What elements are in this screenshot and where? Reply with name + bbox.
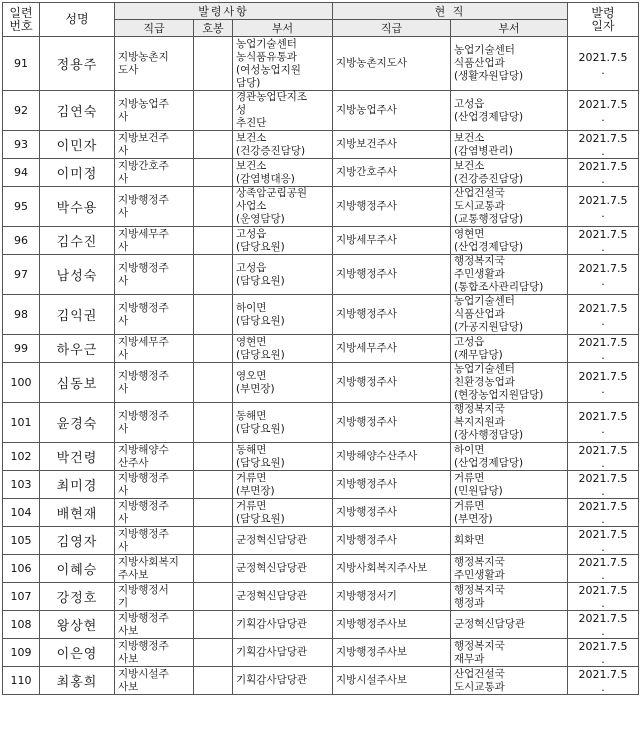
current-dept-cell: 보건소 (감염병관리) [451, 131, 568, 159]
order-date-cell [568, 295, 639, 335]
table-header [3, 3, 639, 37]
order-grade-cell [194, 335, 233, 363]
order-dept-cell: 경관농업단지조 성 추진단 [233, 91, 333, 131]
header-order-rank: 직급 [115, 20, 194, 37]
current-rank-cell: 지방간호주사 [333, 159, 451, 187]
current-rank-cell: 지방행정주사 [333, 255, 451, 295]
name-cell: 박건령 [40, 443, 115, 471]
order-date-cell [568, 583, 639, 611]
order-dept-cell: 농업기술센터 농식품유통과 (여성농업지원 담당) [233, 37, 333, 91]
order-dept-cell: 거류면 (담당요원) [233, 499, 333, 527]
order-rank-cell: 지방해양수 산주사 [115, 443, 194, 471]
name-cell: 강정호 [40, 583, 115, 611]
order-rank-cell: 지방행정주 사 [115, 363, 194, 403]
order-dept-cell: 기획감사담당관 [233, 611, 333, 639]
name-cell: 이미정 [40, 159, 115, 187]
name-cell: 왕상현 [40, 611, 115, 639]
current-dept-cell: 농업기술센터 식품산업과 (생활자원담당) [451, 37, 568, 91]
order-rank-cell: 지방농촌지 도사 [115, 37, 194, 91]
order-date-dot: . [601, 541, 605, 554]
order-rank-cell: 지방행정주 사 [115, 403, 194, 443]
order-dept-cell: 동해면 (담당요원) [233, 403, 333, 443]
table-row [3, 527, 639, 555]
table-row [3, 131, 639, 159]
header-current-dept: 부서 [451, 20, 568, 37]
order-date-cell [568, 131, 639, 159]
serial-number-cell: 93 [3, 131, 40, 159]
personnel-order-document [0, 2, 640, 740]
order-grade-cell [194, 255, 233, 295]
order-rank-cell: 지방세무주 사 [115, 335, 194, 363]
current-rank-cell: 지방행정주사 [333, 471, 451, 499]
order-date-cell [568, 187, 639, 227]
table-row [3, 295, 639, 335]
order-date-dot: . [601, 569, 605, 582]
serial-number-cell: 110 [3, 667, 40, 695]
current-rank-cell: 지방행정주사 [333, 499, 451, 527]
order-date-dot: . [601, 681, 605, 694]
current-dept-cell: 산업건설국 도시교통과 [451, 667, 568, 695]
order-grade-cell [194, 555, 233, 583]
serial-number-cell: 95 [3, 187, 40, 227]
order-date-dot: . [601, 383, 605, 396]
order-date-text: 2021.7.5 [578, 194, 628, 207]
order-dept-cell: 군정혁신담당관 [233, 527, 333, 555]
order-date-dot: . [601, 349, 605, 362]
current-rank-cell: 지방시설주사보 [333, 667, 451, 695]
order-date-dot: . [601, 653, 605, 666]
order-date-dot: . [601, 173, 605, 186]
order-dept-cell: 하이면 (담당요원) [233, 295, 333, 335]
order-date-cell [568, 667, 639, 695]
table-row [3, 583, 639, 611]
table-row [3, 335, 639, 363]
order-date-text: 2021.7.5 [578, 370, 628, 383]
order-date-dot: . [601, 207, 605, 220]
serial-number-cell: 96 [3, 227, 40, 255]
table-row [3, 667, 639, 695]
name-cell: 정용주 [40, 37, 115, 91]
order-dept-cell: 군정혁신담당관 [233, 583, 333, 611]
header-order-dept: 부서 [233, 20, 333, 37]
current-dept-cell: 행정복지국 주민생활과 (통합조사관리담당) [451, 255, 568, 295]
name-cell: 이혜승 [40, 555, 115, 583]
order-date-cell [568, 363, 639, 403]
order-date-cell [568, 255, 639, 295]
serial-number-cell: 109 [3, 639, 40, 667]
order-rank-cell: 지방행정주 사 [115, 187, 194, 227]
table-row [3, 639, 639, 667]
table-row [3, 227, 639, 255]
name-cell: 심동보 [40, 363, 115, 403]
order-rank-cell: 지방보건주 사 [115, 131, 194, 159]
order-date-cell [568, 471, 639, 499]
current-dept-cell: 거류면 (부면장) [451, 499, 568, 527]
current-rank-cell: 지방농업주사 [333, 91, 451, 131]
order-date-dot: . [601, 111, 605, 124]
current-dept-cell: 거류면 (민원담당) [451, 471, 568, 499]
table-row [3, 443, 639, 471]
order-date-text: 2021.7.5 [578, 160, 628, 173]
header-name: 성명 [40, 3, 115, 37]
order-grade-cell [194, 91, 233, 131]
serial-number-cell: 97 [3, 255, 40, 295]
table-row [3, 471, 639, 499]
order-date-cell [568, 527, 639, 555]
name-cell: 남성숙 [40, 255, 115, 295]
order-grade-cell [194, 527, 233, 555]
name-cell: 이민자 [40, 131, 115, 159]
order-date-text: 2021.7.5 [578, 500, 628, 513]
order-date-dot: . [601, 275, 605, 288]
serial-number-cell: 107 [3, 583, 40, 611]
serial-number-cell: 92 [3, 91, 40, 131]
order-rank-cell: 지방행정주 사 [115, 471, 194, 499]
order-dept-cell: 기획감사담당관 [233, 667, 333, 695]
current-dept-cell: 행정복지국 행정과 [451, 583, 568, 611]
table-row [3, 91, 639, 131]
current-dept-cell: 행정복지국 재무과 [451, 639, 568, 667]
current-rank-cell: 지방행정서기 [333, 583, 451, 611]
order-rank-cell: 지방시설주 사보 [115, 667, 194, 695]
order-dept-cell: 기획감사담당관 [233, 639, 333, 667]
current-rank-cell: 지방세무주사 [333, 335, 451, 363]
order-rank-cell: 지방세무주 사 [115, 227, 194, 255]
serial-number-cell: 105 [3, 527, 40, 555]
current-rank-cell: 지방행정주사 [333, 403, 451, 443]
serial-number-cell: 104 [3, 499, 40, 527]
order-rank-cell: 지방행정서 기 [115, 583, 194, 611]
order-date-cell [568, 91, 639, 131]
order-date-text: 2021.7.5 [578, 556, 628, 569]
order-date-text: 2021.7.5 [578, 132, 628, 145]
current-dept-cell: 행정복지국 복지지원과 (장사행정담당) [451, 403, 568, 443]
name-cell: 최미경 [40, 471, 115, 499]
current-rank-cell: 지방사회복지주사보 [333, 555, 451, 583]
order-date-text: 2021.7.5 [578, 336, 628, 349]
name-cell: 이은영 [40, 639, 115, 667]
order-date-dot: . [601, 485, 605, 498]
order-date-cell [568, 335, 639, 363]
table-body [3, 37, 639, 695]
order-grade-cell [194, 403, 233, 443]
serial-number-cell: 106 [3, 555, 40, 583]
order-date-dot: . [601, 513, 605, 526]
order-rank-cell: 지방행정주 사 [115, 295, 194, 335]
order-date-cell [568, 611, 639, 639]
current-dept-cell: 하이면 (산업경제담당) [451, 443, 568, 471]
order-grade-cell [194, 499, 233, 527]
current-dept-cell: 보건소 (건강증진담당) [451, 159, 568, 187]
name-cell: 하우근 [40, 335, 115, 363]
order-date-cell [568, 159, 639, 187]
order-date-text: 2021.7.5 [578, 444, 628, 457]
order-dept-cell: 영현면 (담당요원) [233, 335, 333, 363]
serial-number-cell: 102 [3, 443, 40, 471]
order-date-text: 2021.7.5 [578, 668, 628, 681]
serial-number-cell: 98 [3, 295, 40, 335]
name-cell: 박수용 [40, 187, 115, 227]
order-rank-cell: 지방농업주 사 [115, 91, 194, 131]
current-dept-cell: 행정복지국 주민생활과 [451, 555, 568, 583]
order-dept-cell: 동해면 (담당요원) [233, 443, 333, 471]
current-rank-cell: 지방해양수산주사 [333, 443, 451, 471]
order-date-text: 2021.7.5 [578, 612, 628, 625]
order-date-cell [568, 555, 639, 583]
personnel-table [2, 2, 639, 695]
order-dept-cell: 군정혁신담당관 [233, 555, 333, 583]
current-rank-cell: 지방행정주사 [333, 363, 451, 403]
current-dept-cell: 고성읍 (산업경제담당) [451, 91, 568, 131]
order-rank-cell: 지방행정주 사보 [115, 611, 194, 639]
current-dept-cell: 농업기술센터 식품산업과 (가공지원담당) [451, 295, 568, 335]
order-date-text: 2021.7.5 [578, 98, 628, 111]
header-order-date: 발령 일자 [568, 3, 639, 37]
table-row [3, 187, 639, 227]
order-date-cell [568, 403, 639, 443]
order-rank-cell: 지방행정주 사 [115, 527, 194, 555]
table-row [3, 555, 639, 583]
order-date-text: 2021.7.5 [578, 410, 628, 423]
current-rank-cell: 지방행정주사보 [333, 611, 451, 639]
order-grade-cell [194, 227, 233, 255]
order-grade-cell [194, 639, 233, 667]
order-date-cell [568, 639, 639, 667]
order-grade-cell [194, 443, 233, 471]
order-date-dot: . [601, 597, 605, 610]
order-grade-cell [194, 363, 233, 403]
name-cell: 최홍희 [40, 667, 115, 695]
order-grade-cell [194, 131, 233, 159]
serial-number-cell: 101 [3, 403, 40, 443]
serial-number-cell: 91 [3, 37, 40, 91]
order-dept-cell: 보건소 (건강증진담당) [233, 131, 333, 159]
name-cell: 김익권 [40, 295, 115, 335]
order-grade-cell [194, 667, 233, 695]
serial-number-cell: 100 [3, 363, 40, 403]
order-rank-cell: 지방사회복지 주사보 [115, 555, 194, 583]
order-grade-cell [194, 471, 233, 499]
current-dept-cell: 영현면 (산업경제담당) [451, 227, 568, 255]
order-grade-cell [194, 583, 233, 611]
order-date-text: 2021.7.5 [578, 51, 628, 64]
order-rank-cell: 지방간호주 사 [115, 159, 194, 187]
order-date-cell [568, 499, 639, 527]
order-date-text: 2021.7.5 [578, 640, 628, 653]
current-rank-cell: 지방세무주사 [333, 227, 451, 255]
order-date-dot: . [601, 625, 605, 638]
table-row [3, 159, 639, 187]
current-dept-cell: 군정혁신담당관 [451, 611, 568, 639]
current-rank-cell: 지방행정주사보 [333, 639, 451, 667]
table-row [3, 499, 639, 527]
current-rank-cell: 지방행정주사 [333, 527, 451, 555]
order-dept-cell: 보건소 (감염병대응) [233, 159, 333, 187]
order-date-cell [568, 443, 639, 471]
table-row [3, 611, 639, 639]
table-row [3, 403, 639, 443]
header-order-group: 발령사항 [115, 3, 333, 20]
current-rank-cell: 지방보건주사 [333, 131, 451, 159]
order-grade-cell [194, 187, 233, 227]
order-date-text: 2021.7.5 [578, 528, 628, 541]
current-dept-cell: 농업기술센터 친환경농업과 (현장농업지원담당) [451, 363, 568, 403]
order-rank-cell: 지방행정주 사 [115, 255, 194, 295]
order-dept-cell: 고성읍 (담당요원) [233, 227, 333, 255]
order-date-cell [568, 227, 639, 255]
order-date-dot: . [601, 315, 605, 328]
order-date-cell [568, 37, 639, 91]
order-dept-cell: 거류면 (부면장) [233, 471, 333, 499]
order-date-text: 2021.7.5 [578, 262, 628, 275]
order-dept-cell: 고성읍 (담당요원) [233, 255, 333, 295]
order-grade-cell [194, 37, 233, 91]
name-cell: 배현재 [40, 499, 115, 527]
order-date-dot: . [601, 241, 605, 254]
current-dept-cell: 고성읍 (재무담당) [451, 335, 568, 363]
order-rank-cell: 지방행정주 사 [115, 499, 194, 527]
order-date-text: 2021.7.5 [578, 584, 628, 597]
order-grade-cell [194, 611, 233, 639]
header-current-group: 현 직 [333, 3, 568, 20]
header-serial-number: 일련 번호 [3, 3, 40, 37]
name-cell: 김수진 [40, 227, 115, 255]
serial-number-cell: 103 [3, 471, 40, 499]
name-cell: 윤경숙 [40, 403, 115, 443]
order-date-dot: . [601, 64, 605, 77]
order-dept-cell: 상족암군립공원 사업소 (운영담당) [233, 187, 333, 227]
order-date-dot: . [601, 145, 605, 158]
serial-number-cell: 99 [3, 335, 40, 363]
order-grade-cell [194, 295, 233, 335]
header-current-rank: 직급 [333, 20, 451, 37]
order-grade-cell [194, 159, 233, 187]
current-rank-cell: 지방행정주사 [333, 295, 451, 335]
current-rank-cell: 지방농촌지도사 [333, 37, 451, 91]
order-date-dot: . [601, 423, 605, 436]
current-rank-cell: 지방행정주사 [333, 187, 451, 227]
serial-number-cell: 108 [3, 611, 40, 639]
order-date-text: 2021.7.5 [578, 228, 628, 241]
current-dept-cell: 회화면 [451, 527, 568, 555]
name-cell: 김영자 [40, 527, 115, 555]
current-dept-cell: 산업건설국 도시교통과 (교통행정담당) [451, 187, 568, 227]
table-row [3, 363, 639, 403]
serial-number-cell: 94 [3, 159, 40, 187]
order-rank-cell: 지방행정주 사보 [115, 639, 194, 667]
order-dept-cell: 영오면 (부면장) [233, 363, 333, 403]
name-cell: 김연숙 [40, 91, 115, 131]
table-row [3, 255, 639, 295]
table-row [3, 37, 639, 91]
order-date-dot: . [601, 457, 605, 470]
header-order-grade: 호봉 [194, 20, 233, 37]
order-date-text: 2021.7.5 [578, 302, 628, 315]
order-date-text: 2021.7.5 [578, 472, 628, 485]
